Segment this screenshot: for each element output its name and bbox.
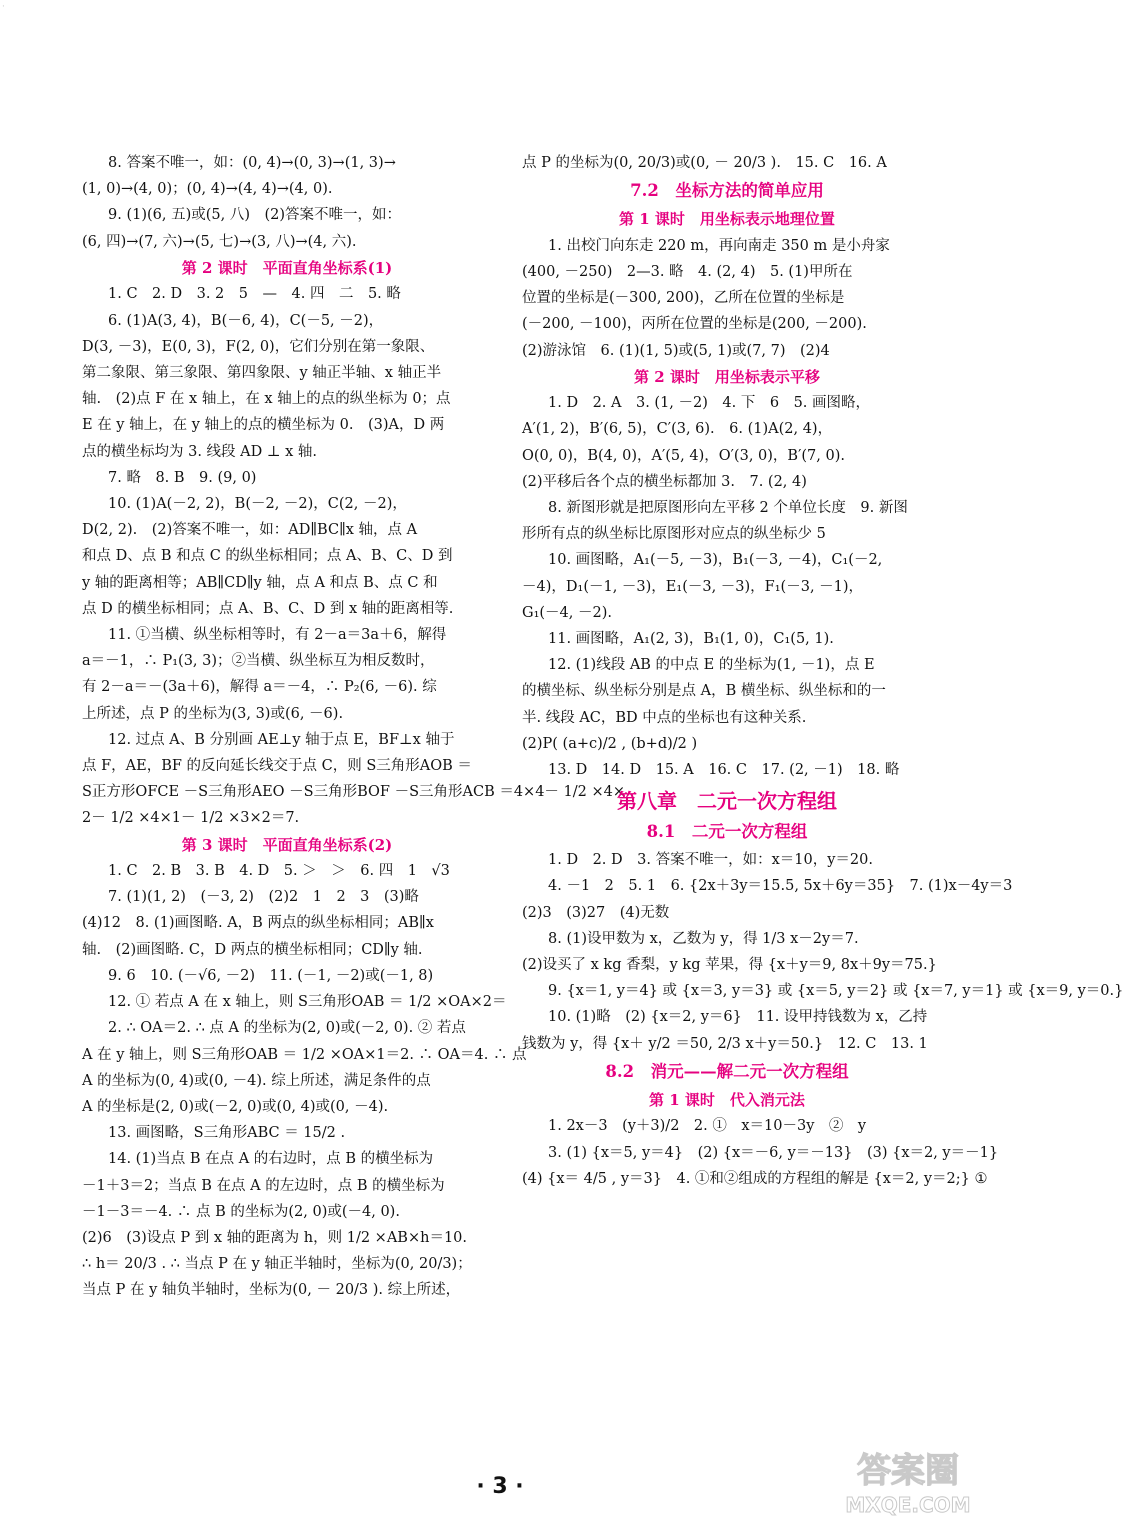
watermark-logo [828, 1440, 988, 1520]
answer-line: 13. D 14. D 15. A 16. C 17. (2, －1) 18. 略 [548, 762, 900, 779]
answer-line: (－200, －100)，丙所在位置的坐标是(200, －200). [522, 316, 867, 333]
lesson-heading: 第 1 课时 用坐标表示地理位置 [619, 210, 835, 229]
answer-line: 9. (1)(6, 五)或(5, 八) (2)答案不唯一，如： [108, 207, 402, 224]
answer-line: 1. C 2. D 3. 2 5 — 4. 四 二 5. 略 [108, 286, 401, 303]
answer-line: 12. 过点 A、B 分别画 AE⊥y 轴于点 E，BF⊥x 轴于 [108, 731, 455, 748]
answer-line: 2－ 1/2 ×4×1－ 1/2 ×3×2＝7. [82, 810, 300, 827]
section-heading: 8.2 消元——解二元一次方程组 [605, 1061, 849, 1081]
answer-line: 位置的坐标是(－300, 200)，乙所在位置的坐标是 [522, 290, 845, 307]
answer-line: 2. ∴ OA＝2. ∴ 点 A 的坐标为(2, 0)或(－2, 0). ② 若点 [108, 1020, 466, 1037]
answer-line: D(2, 2). (2)答案不唯一，如：AD∥BC∥x 轴，点 A [82, 522, 418, 539]
right-column [522, 150, 1123, 1192]
corner-mark: · [2, 2, 5, 12]
answer-line: (2)P( (a+c)/2 , (b+d)/2 ) [522, 735, 698, 752]
chapter-heading: 第八章 二元一次方程组 [617, 789, 837, 814]
answer-line: (2)平移后各个点的横坐标都加 3. 7. (2, 4) [522, 473, 807, 490]
answer-line: A 的坐标为(0, 4)或(0, －4). 综上所述，满足条件的点 [82, 1072, 431, 1089]
answer-line: 13. 画图略，S三角形ABC ＝ 15/2 . [108, 1125, 346, 1142]
answer-line: 9. {x＝1, y＝4} 或 {x＝3, y＝3} 或 {x＝5, y＝2} 或 {x＝7, y＝1} 或 {x＝9, y＝0.} [548, 983, 1123, 1000]
answer-line: (400, －250) 2—3. 略 4. (2, 4) 5. (1)甲所在 [522, 263, 853, 280]
answer-line: 1. 出校门向东走 220 m，再向南走 350 m 是小舟家 [548, 237, 890, 254]
answer-line: 1. D 2. D 3. 答案不唯一，如：x＝10，y＝20. [548, 852, 873, 869]
answer-line: D(3, －3)，E(0, 3)，F(2, 0)，它们分别在第一象限、 [82, 338, 435, 355]
section-heading: 7.2 坐标方法的简单应用 [630, 181, 824, 201]
answer-line: 4. －1 2 5. 1 6. {2x＋3y＝15.5, 5x＋6y＝35} 7. (1)x－4y＝3 [548, 878, 1013, 895]
answer-line: 1. D 2. A 3. (1, －2) 4. 下 6 5. 画图略， [548, 395, 871, 412]
answer-line: ∴ h＝ 20/3 . ∴ 当点 P 在 y 轴正半轴时，坐标为(0, 20/3)； [82, 1256, 472, 1273]
answer-line: 12. ① 若点 A 在 x 轴上，则 S三角形OAB ＝ 1/2 ×OA×2＝ [108, 994, 507, 1011]
answer-line: 轴. (2)画图略. C，D 两点的横坐标相同；CD∥y 轴. [82, 941, 423, 958]
answer-line: 当点 P 在 y 轴负半轴时，坐标为(0, － 20/3 ). 综上所述， [82, 1282, 461, 1299]
lesson-heading: 第 2 课时 平面直角坐标系(1) [181, 258, 393, 277]
answer-line: 9. 6 10. (－√6, －2) 11. (－1, －2)或(－1, 8) [108, 967, 434, 984]
answer-line: 有 2－a＝－(3a＋6)，解得 a＝－4，∴ P₂(6, －6). 综 [82, 679, 437, 696]
answer-line: 10. 画图略，A₁(－5, －3)，B₁(－3, －4)，C₁(－2, [548, 552, 883, 569]
answer-line: 半. 线段 AC，BD 中点的坐标也有这种关系. [522, 709, 807, 726]
answer-line: (2)设买了 x kg 香梨，y kg 苹果，得 {x＋y＝9, 8x＋9y＝75.} [522, 957, 937, 974]
answer-line: －1＋3＝2；当点 B 在点 A 的左边时，点 B 的横坐标为 [82, 1177, 445, 1194]
answer-line: 轴. (2)点 F 在 x 轴上，在 x 轴上的点的纵坐标为 0；点 [82, 391, 451, 408]
answer-line: 1. C 2. B 3. B 4. D 5. ＞ ＞ 6. 四 1 √3 [108, 863, 450, 880]
answer-line: 12. (1)线段 AB 的中点 E 的坐标为(1, －1)，点 E [548, 657, 875, 674]
answer-line: 6. (1)A(3, 4)，B(－6, 4)，C(－5, －2)， [108, 312, 384, 329]
answer-line: (2)游泳馆 6. (1)(1, 5)或(5, 1)或(7, 7) (2)4 [522, 342, 830, 359]
answer-line: (2)6 (3)设点 P 到 x 轴的距离为 h，则 1/2 ×AB×h＝10. [82, 1229, 467, 1246]
answer-line: a＝－1，∴ P₁(3, 3)；②当横、纵坐标互为相反数时， [82, 653, 435, 670]
watermark-line2: MXQE.COM [845, 1493, 971, 1517]
answer-line: 的横坐标、纵坐标分别是点 A，B 横坐标、纵坐标和的一 [522, 683, 886, 700]
answer-line: 点 P 的坐标为(0, 20/3)或(0, － 20/3 ). 15. C 16. A [522, 155, 887, 171]
lesson-heading: 第 1 课时 代入消元法 [649, 1090, 805, 1109]
answer-line: －1－3＝－4. ∴ 点 B 的坐标为(2, 0)或(－4, 0). [82, 1203, 400, 1220]
answer-line: 3. (1) {x＝5, y＝4} (2) {x＝－6, y＝－13} (3) {x＝2, y＝－1} [548, 1144, 999, 1161]
answer-line: 11. 画图略，A₁(2, 3)，B₁(1, 0)，C₁(5, 1). [548, 631, 834, 648]
answer-line: E 在 y 轴上，在 y 轴上的点的横坐标为 0. (3)A，D 两 [82, 417, 445, 434]
answer-line: 和点 D、点 B 和点 C 的纵坐标相同；点 A、B、C、D 到 [82, 548, 453, 565]
answer-line: (1, 0)→(4, 0)；(0, 4)→(4, 4)→(4, 0). [82, 181, 333, 198]
section-heading: 8.1 二元一次方程组 [646, 822, 808, 842]
answer-line: 1. 2x－3 (y＋3)/2 2. ① x＝10－3y ② y [548, 1118, 867, 1135]
answer-line: (4) {x＝ 4/5 , y＝3} 4. ①和②组成的方程组的解是 {x＝2, y＝2;} ① [522, 1170, 988, 1187]
lesson-heading: 第 3 课时 平面直角坐标系(2) [181, 835, 393, 854]
answer-line: －4)，D₁(－1, －3)，E₁(－3, －3)，F₁(－3, －1)， [522, 578, 864, 595]
answer-line: 钱数为 y，得 {x＋ y/2 ＝50, 2/3 x＋y＝50.} 12. C 13. 1 [522, 1035, 928, 1052]
answer-line: 7. 略 8. B 9. (9, 0) [108, 469, 257, 486]
watermark-line1: 答案圈 [857, 1451, 959, 1491]
answer-line: (4)12 8. (1)画图略. A，B 两点的纵坐标相同；AB∥x [82, 915, 434, 932]
answer-line: 形所有点的纵坐标比原图形对应点的纵坐标少 5 [522, 526, 826, 543]
answer-line: O(0, 0)，B(4, 0)，A′(5, 4)，O′(3, 0)，B′(7, 0). [522, 447, 845, 464]
answer-line: (6, 四)→(7, 六)→(5, 七)→(3, 八)→(4, 六). [82, 233, 357, 250]
answer-line: 14. (1)当点 B 在点 A 的右边时，点 B 的横坐标为 [108, 1151, 434, 1168]
answer-line: 8. 答案不唯一，如：(0, 4)→(0, 3)→(1, 3)→ [108, 155, 396, 171]
answer-line: 11. ①当横、纵坐标相等时，有 2－a＝3a＋6，解得 [108, 626, 447, 643]
answer-line: 10. (1)略 (2) {x＝2, y＝6} 11. 设甲持钱数为 x，乙持 [548, 1009, 928, 1026]
answer-line: 第二象限、第三象限、第四象限、y 轴正半轴、x 轴正半 [82, 364, 442, 381]
answer-line: 点 D 的横坐标相同；点 A、B、C、D 到 x 轴的距离相等. [82, 600, 454, 617]
answer-line: y 轴的距离相等；AB∥CD∥y 轴，点 A 和点 B、点 C 和 [82, 574, 438, 591]
answer-line: 8. (1)设甲数为 x，乙数为 y，得 1/3 x－2y＝7. [548, 930, 859, 947]
answer-line: 10. (1)A(－2, 2)，B(－2, －2)，C(2, －2)， [108, 495, 407, 512]
answer-line: G₁(－4, －2). [522, 604, 612, 621]
answer-line: 点 F，AE，BF 的反向延长线交于点 C，则 S三角形AOB ＝ [82, 757, 472, 774]
answer-line: A 的坐标是(2, 0)或(－2, 0)或(0, 4)或(0, －4). [82, 1098, 389, 1115]
answer-line: 8. 新图形就是把原图形向左平移 2 个单位长度 9. 新图 [548, 500, 908, 517]
answer-line: (2)3 (3)27 (4)无数 [522, 904, 670, 921]
answer-line: A′(1, 2)，B′(6, 5)，C′(3, 6). 6. (1)A(2, 4)， [522, 421, 833, 438]
page-number: · 3 · [476, 1474, 524, 1499]
answer-line: A 在 y 轴上，则 S三角形OAB ＝ 1/2 ×OA×1＝2. ∴ OA＝4. ∴ 点 [82, 1046, 527, 1063]
answer-line: 7. (1)(1, 2) (－3, 2) (2)2 1 2 3 (3)略 [108, 889, 419, 906]
answer-line: 上所述，点 P 的坐标为(3, 3)或(6, －6). [82, 705, 344, 722]
lesson-heading: 第 2 课时 用坐标表示平移 [634, 367, 820, 386]
answer-line: S正方形OFCE －S三角形AEO －S三角形BOF －S三角形ACB ＝4×4－ 1/2 ×4× [82, 784, 626, 801]
answer-line: 点的横坐标均为 3. 线段 AD ⊥ x 轴. [82, 443, 318, 460]
